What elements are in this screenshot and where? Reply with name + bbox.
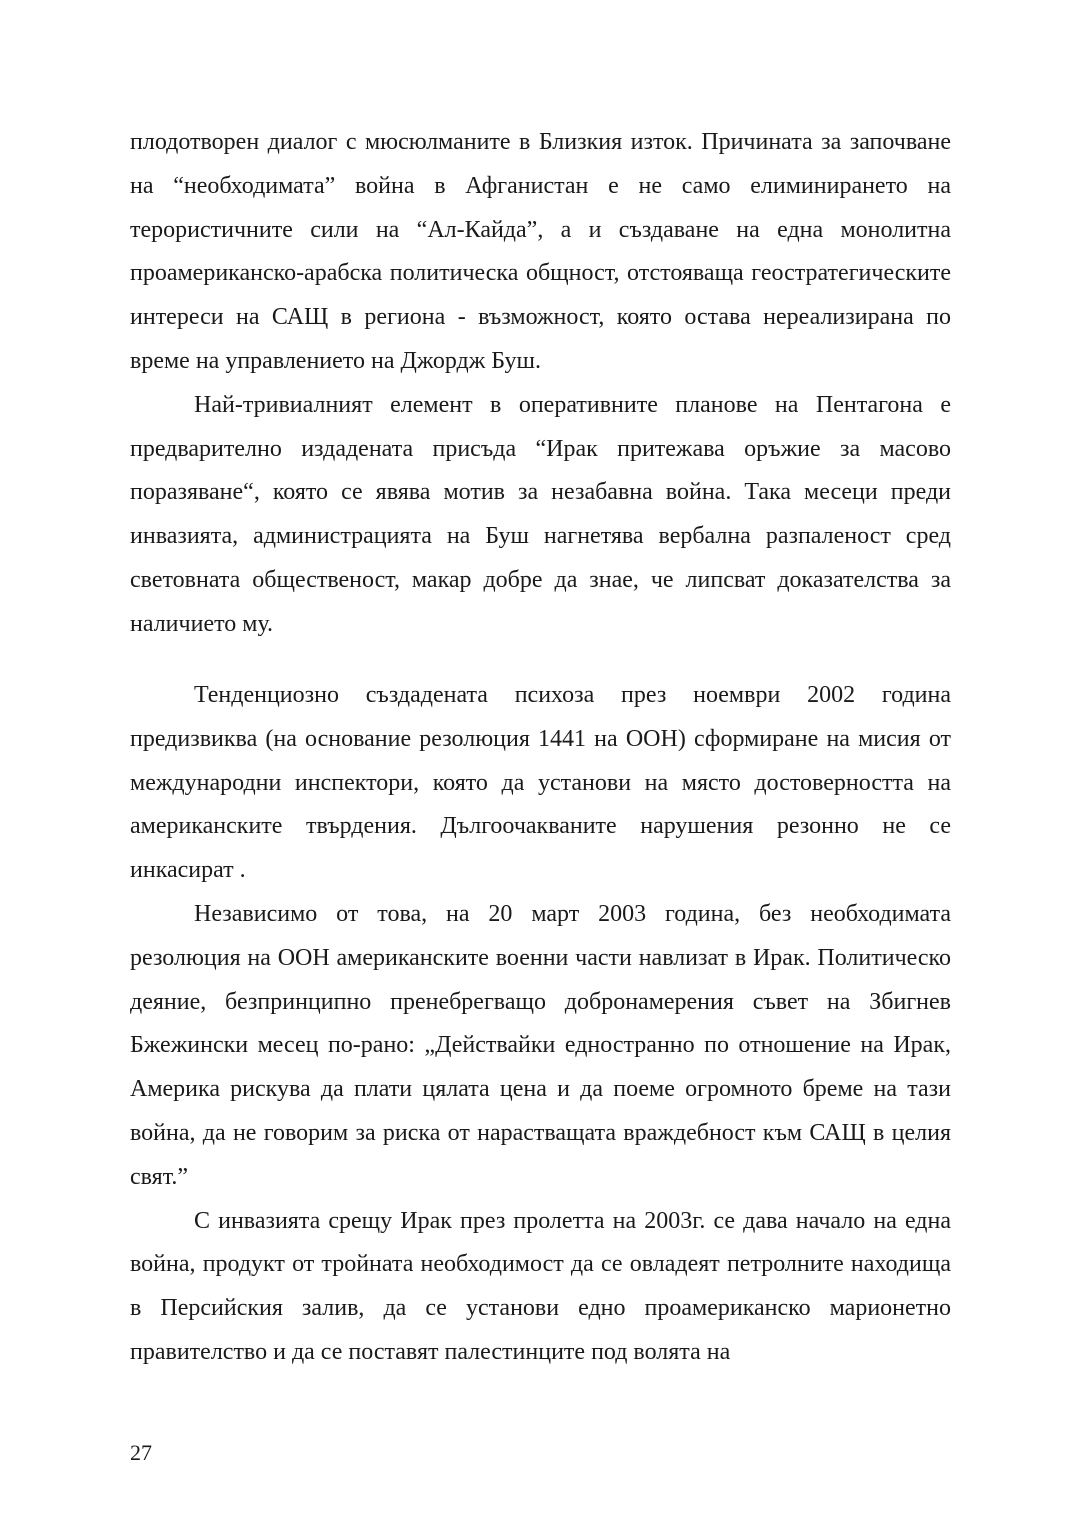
text-block-top: [130, 121, 951, 647]
paragraph-invasion-spring: С инвазията срещу Ирак през пролетта на 2003г. се дава начало на една война, продукт от тройната необходимост да се овладеят петролните находища в Персийския залив, да се установи едно проамериканско марионетно правителство и да се поставят палестинците под волята на: [130, 1207, 951, 1365]
paragraph-invasion-march: Независимо от това, на 20 март 2003 година, без необходимата резолюция на ООН американските военни части навлизат в Ирак. Политическо деяние, безпринципно пренебрегващо добронамерения съвет на Збигнев Бжежински месец по-рано: „Действайки едностранно по отношение на Ирак, Америка рискува да плати цялата цена и да поеме огромното бреме на тази война, да не говорим за риска от нарастващата враждебност към САЩ в целия свят.”: [130, 900, 951, 1190]
page-number: 27: [130, 1440, 152, 1465]
paragraph-continued: плодотворен диалог с мюсюлманите в Близкия изток. Причината за започване на “необходимата” война в Афганистан е не само елиминирането на терористичните сили на “Ал-Кайда”, а и създаване на една монолитна проамериканско-арабска политическа общност, отстояваща геостратегическите интереси на САЩ в региона - възможност, която остава нереализирана по време на управлението на Джордж Буш.: [130, 129, 951, 374]
text-block-bottom: [130, 674, 951, 1375]
paragraph-pentagon-plans: Най-тривиалният елемент в оперативните планове на Пентагона е предварително издадената присъда “Ирак притежава оръжие за масово поразяване“, която се явява мотив за незабавна война. Така месеци преди инвазията, администрацията на Буш нагнетява вербална разпаленост сред световната общественост, макар добре да знае, че липсват доказателства за наличието му.: [130, 391, 951, 637]
paragraph-psychosis: Тенденциозно създадената психоза през ноември 2002 година предизвиква (на основание резолюция 1441 на ООН) сформиране на мисия от международни инспектори, която да установи на място достоверността на американските твърдения. Дългоочакваните нарушения резонно не се инкасират .: [130, 682, 951, 884]
